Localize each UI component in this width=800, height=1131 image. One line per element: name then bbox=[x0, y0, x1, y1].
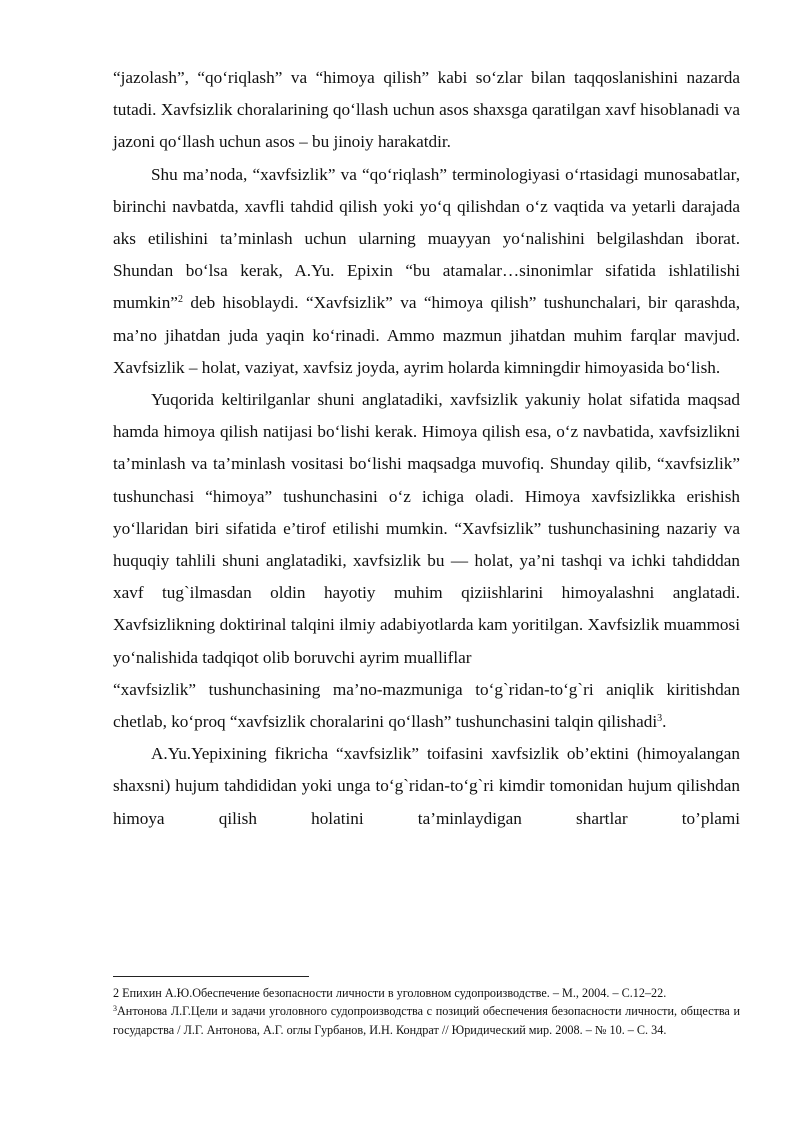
paragraph-2-text-b: deb hisoblaydi. “Xavfsizlik” va “himoya qilish” tushunchalari, bir qarashda, ma’no jihatdan juda yaqin ko‘rinadi. Ammo mazmun jihatdan muhim farqlar mavjud. Xavfsizlik – holat, vaziyat, xavfsiz joyda, ayrim holarda kimningdir himoyasida bo‘lish. bbox=[113, 293, 740, 377]
footnote-2-mark: 2 bbox=[113, 986, 120, 1000]
footnote-ref-3: 3 bbox=[657, 713, 663, 725]
paragraph-4-text-b: . bbox=[662, 712, 667, 732]
footnote-3-text: Антонова Л.Г.Цели и задачи уголовного судопроизводства с позиций обеспечения безопасности личности, общества и государства / Л.Г. Антонова, А.Г. оглы Гурбанов, И.Н. Кондрат // Юридический мир. 2008. – № 10. – С. 34. bbox=[113, 1004, 740, 1037]
paragraph-5: A.Yu.Yepixining fikricha “xavfsizlik” toifasini xavfsizlik ob’ektini (himoyalangan shaxsni) hujum tahdididan yoki unga to‘g`ridan-to‘g`ri kimdir tomonidan hujum qilishdan himoya qilish holatini ta’minlaydigan shartlar to’plami bbox=[113, 744, 740, 828]
footnote-3-mark: 3 bbox=[113, 1004, 117, 1014]
footnote-3 bbox=[113, 1002, 740, 1039]
footnote-2-text: Епихин А.Ю.Обеспечение безопасности личности в уголовном судопроизводстве. – М., 2004. – С.12–22. bbox=[119, 986, 667, 1000]
footnote-2 bbox=[113, 984, 740, 1002]
footnotes bbox=[113, 984, 740, 1039]
paragraph-4 bbox=[113, 674, 740, 738]
paragraph-3: Yuqorida keltirilganlar shuni anglatadiki, xavfsizlik yakuniy holat sifatida maqsad hamda himoya qilish natijasi bo‘lishi kerak. Himoya qilish esa, o‘z navbatida, xavfsizlikni ta’minlash va ta’minlash vositasi bo‘lishi maqsadga muvofiq. Shunday qilib, “xavfsizlik” tushunchasi “himoya” tushunchasini o‘z ichiga oladi. Himoya xavfsizlikka erishish yo‘llaridan biri sifatida e’tirof etilishi mumkin. “Xavfsizlik” tushunchasining nazariy va huquqiy tahlili shuni anglatadiki, xavfsizlik bu — holat, ya’ni tashqi va ichki tahdiddan xavf tug`ilmasdan oldin hayotiy muhim qiziishlarini himoyalashni anglatadi. Xavfsizlikning doktirinal talqini ilmiy adabiyotlarda kam yoritilgan. Xavfsizlik muammosi yo‘nalishida tadqiqot olib boruvchi ayrim mualliflar bbox=[113, 390, 740, 667]
paragraph-2-text-a: Shu ma’noda, “xavfsizlik” va “qo‘riqlash” terminologiyasi o‘rtasidagi munosabatlar, birinchi navbatda, xavfli tahdid qilish yoki yo‘q qilishdan o‘z vaqtida va yetarli darajada aks etilishini ta’minlash uchun ularning muayyan yo‘nalishini belgilashdan iborat. Shundan bo‘lsa kerak, A.Yu. Epixin “bu atamalar…sinonimlar sifatida ishlatilishi mumkin” bbox=[113, 164, 740, 313]
paragraph-2 bbox=[113, 159, 740, 384]
paragraph-1: “jazolash”, “qo‘riqlash” va “himoya qilish” kabi so‘zlar bilan taqqoslanishini nazarda tutadi. Xavfsizlik choralarining qo‘llash uchun asos shaxsga qaratilgan xavf hisoblanadi va jazoni qo‘llash uchun asos – bu jinoiy harakatdir. bbox=[113, 68, 740, 152]
footnote-ref-2: 2 bbox=[177, 294, 183, 306]
footnote-separator bbox=[113, 976, 309, 977]
paragraph-4-text-a: “xavfsizlik” tushunchasining ma’no-mazmuniga to‘g`ridan-to‘g`ri aniqlik kiritishdan chetlab, ko‘proq “xavfsizlik choralarini qo‘llash” tushunchasini talqin qilishadi bbox=[113, 679, 740, 732]
main-text bbox=[113, 62, 740, 835]
